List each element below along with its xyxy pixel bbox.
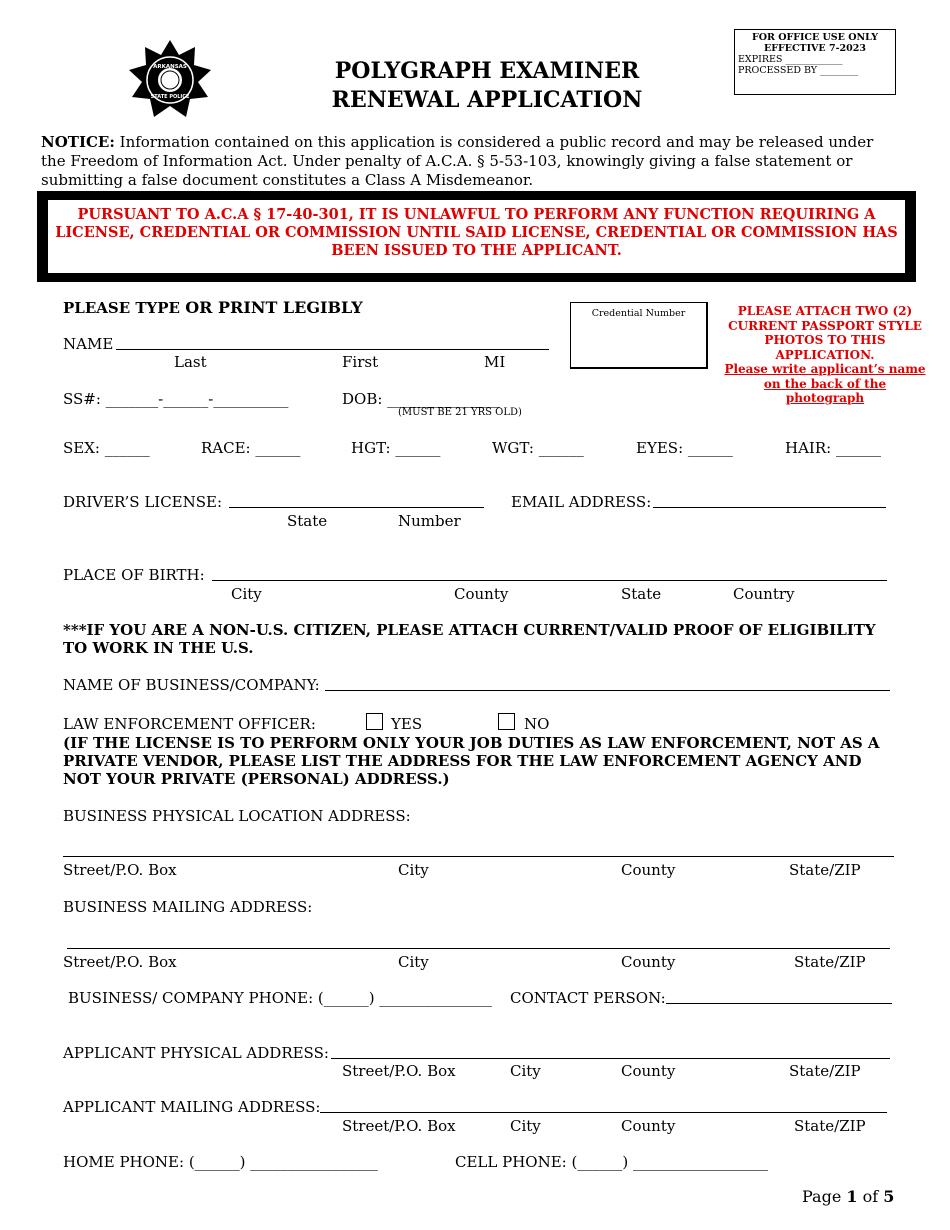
applicant-mailing-label: APPLICANT MAILING ADDRESS: — [63, 1098, 321, 1116]
leo-no-label: NO — [524, 715, 550, 733]
seal-text-bottom: STATE POLICE — [150, 94, 190, 100]
name-last-caption: Last — [174, 353, 207, 371]
am-city-caption: City — [510, 1117, 541, 1135]
photo-instructions: PLEASE ATTACH TWO (2) CURRENT PASSPORT STYLE PHOTOS TO THIS APPLICATION. Please write applicant’s name on the back of the photograph — [724, 304, 926, 405]
contact-person-label: CONTACT PERSON: — [510, 989, 666, 1007]
business-mailing-field[interactable] — [67, 948, 890, 949]
non-citizen-note: ***IF YOU ARE A NON-U.S. CITIZEN, PLEASE ATTACH CURRENT/VALID PROOF OF ELIGIBILITY TO WORK IN THE U.S. — [63, 621, 876, 657]
contact-person-field[interactable] — [666, 1003, 892, 1004]
birth-state-caption: State — [621, 585, 662, 603]
business-physical-field[interactable] — [63, 856, 894, 857]
bm-county-caption: County — [621, 953, 676, 971]
email-label: EMAIL ADDRESS: — [511, 493, 652, 511]
email-field[interactable] — [653, 507, 886, 508]
business-physical-label: BUSINESS PHYSICAL LOCATION ADDRESS: — [63, 807, 411, 825]
type-print-instruction: PLEASE TYPE OR PRINT LEGIBLY — [63, 298, 363, 317]
dob-field[interactable]: DOB: _______________ — [342, 390, 500, 408]
ap-street-caption: Street/P.O. Box — [342, 1062, 456, 1080]
leo-address-note: (IF THE LICENSE IS TO PERFORM ONLY YOUR JOB DUTIES AS LAW ENFORCEMENT, NOT AS A PRIVATE VENDOR, PLEASE LIST THE ADDRESS FOR THE LAW ENFORCEMENT AGENCY AND NOT YOUR PRIVATE (PERSONAL) ADDRESS.) — [63, 734, 880, 788]
ap-county-caption: County — [621, 1062, 676, 1080]
name-mi-caption: MI — [484, 353, 506, 371]
license-number-caption: Number — [398, 512, 461, 530]
name-first-caption: First — [342, 353, 379, 371]
leo-yes-checkbox[interactable] — [366, 713, 383, 730]
business-name-label: NAME OF BUSINESS/COMPANY: — [63, 676, 320, 694]
bp-statezip-caption: State/ZIP — [789, 861, 861, 879]
arkansas-state-police-seal — [128, 38, 212, 122]
leo-no-checkbox[interactable] — [498, 713, 515, 730]
leo-label: LAW ENFORCEMENT OFFICER: — [63, 715, 316, 733]
bp-street-caption: Street/P.O. Box — [63, 861, 177, 879]
hair-field[interactable]: HAIR: ______ — [785, 439, 881, 457]
birth-country-caption: Country — [733, 585, 795, 603]
place-of-birth-label: PLACE OF BIRTH: — [63, 566, 205, 584]
place-of-birth-field[interactable] — [212, 580, 887, 581]
office-use-processed-by: PROCESSED BY ________ — [738, 65, 859, 76]
am-street-caption: Street/P.O. Box — [342, 1117, 456, 1135]
office-use-box — [734, 29, 896, 95]
business-mailing-label: BUSINESS MAILING ADDRESS: — [63, 898, 313, 916]
bp-city-caption: City — [398, 861, 429, 879]
seal-text-top: ARKANSAS — [153, 64, 187, 70]
ap-statezip-caption: State/ZIP — [789, 1062, 861, 1080]
office-use-expires: EXPIRES ____________ — [738, 54, 843, 65]
name-label: NAME — [63, 335, 114, 353]
office-use-effective: EFFECTIVE 7-2023 — [764, 43, 866, 54]
applicant-physical-field[interactable] — [331, 1058, 890, 1059]
drivers-license-label: DRIVER’S LICENSE: — [63, 493, 223, 511]
form-title-line1: POLYGRAPH EXAMINER — [334, 58, 640, 84]
office-use-heading: FOR OFFICE USE ONLY — [751, 32, 879, 43]
notice-label: NOTICE: — [41, 133, 115, 151]
credential-number-label: Credential Number — [591, 308, 686, 319]
applicant-mailing-field[interactable] — [320, 1112, 887, 1113]
birth-city-caption: City — [231, 585, 262, 603]
am-county-caption: County — [621, 1117, 676, 1135]
name-field[interactable] — [116, 349, 549, 350]
credential-number-box[interactable] — [570, 302, 708, 369]
notice-text: Information contained on this application is considered a public record and may be released under the Freedom of Information Act. Under penalty of A.C.A. § 5-53-103, knowingly giving a false statement or submitting a false document constitutes a Class A Misdemeanor. — [41, 133, 874, 189]
eyes-field[interactable]: EYES: ______ — [636, 439, 733, 457]
license-state-caption: State — [287, 512, 328, 530]
form-title-line2: RENEWAL APPLICATION — [331, 87, 643, 113]
leo-yes-label: YES — [391, 715, 423, 733]
bm-city-caption: City — [398, 953, 429, 971]
cell-phone-field[interactable]: CELL PHONE: (______) __________________ — [455, 1153, 768, 1171]
birth-county-caption: County — [454, 585, 509, 603]
warning-text: PURSUANT TO A.C.A § 17-40-301, IT IS UNLAWFUL TO PERFORM ANY FUNCTION REQUIRING A LICENSE, CREDENTIAL OR COMMISSION UNTIL SAID LICENSE, CREDENTIAL OR COMMISSION HAS BEEN ISSUED TO THE APPLICANT. — [48, 200, 905, 273]
applicant-physical-label: APPLICANT PHYSICAL ADDRESS: — [63, 1044, 329, 1062]
am-statezip-caption: State/ZIP — [794, 1117, 866, 1135]
bp-county-caption: County — [621, 861, 676, 879]
race-field[interactable]: RACE: ______ — [201, 439, 301, 457]
notice-paragraph — [41, 133, 901, 190]
page-number: Page 1 of 5 — [802, 1187, 895, 1206]
ssn-field[interactable]: SS#: _______-______-__________ — [63, 390, 289, 408]
drivers-license-field[interactable] — [229, 507, 484, 508]
home-phone-field[interactable]: HOME PHONE: (______) _________________ — [63, 1153, 378, 1171]
weight-field[interactable]: WGT: ______ — [492, 439, 584, 457]
sex-field[interactable]: SEX: ______ — [63, 439, 150, 457]
dob-age-note: (MUST BE 21 YRS OLD) — [398, 407, 522, 418]
business-name-field[interactable] — [325, 690, 890, 691]
ap-city-caption: City — [510, 1062, 541, 1080]
warning-box — [37, 191, 916, 282]
height-field[interactable]: HGT: ______ — [351, 439, 441, 457]
bm-street-caption: Street/P.O. Box — [63, 953, 177, 971]
bm-statezip-caption: State/ZIP — [794, 953, 866, 971]
business-phone-field[interactable]: BUSINESS/ COMPANY PHONE: (______) _______________ — [68, 989, 492, 1007]
